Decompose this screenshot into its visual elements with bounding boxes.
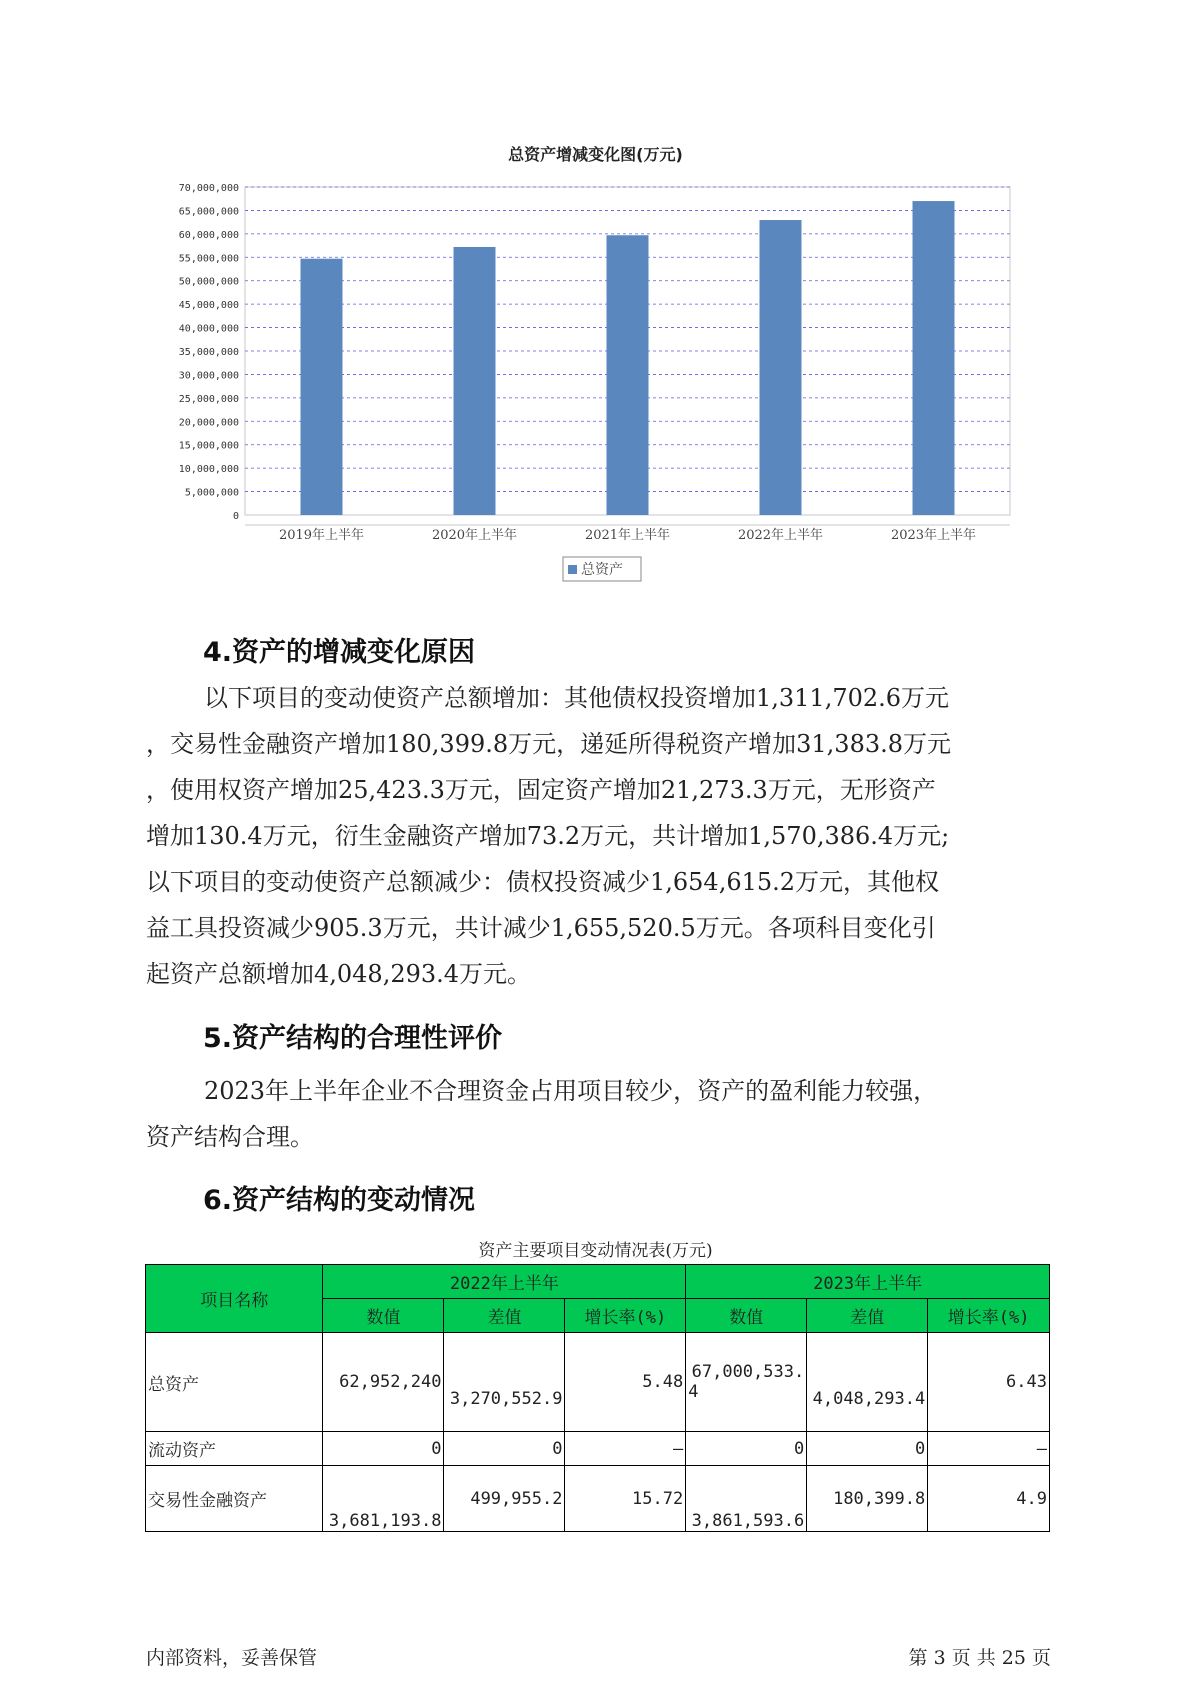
cell-diff-2023: 4,048,293.4	[807, 1333, 928, 1432]
cell-value-2023	[686, 1333, 807, 1432]
row-name: 交易性金融资产	[146, 1466, 323, 1532]
text-line: 益工具投资减少905.3万元，共计减少1,655,520.5万元。各项科目变化引	[146, 914, 936, 942]
text-line: 增加130.4万元，衍生金融资产增加73.2万元，共计增加1,570,386.4万元;	[146, 822, 950, 850]
legend-label: 总资产	[581, 562, 623, 578]
x-tick-label: 2019年上半年	[278, 528, 365, 543]
paragraph-asset-change-reasons	[146, 675, 1056, 997]
x-tick-label: 2020年上半年	[431, 528, 518, 543]
cell-value-2022: 3,681,193.8	[323, 1466, 444, 1532]
header-item-name: 项目名称	[146, 1265, 323, 1333]
table-row	[146, 1432, 1050, 1466]
asset-change-table	[145, 1264, 1050, 1532]
cell-rate-2023: –	[928, 1432, 1050, 1466]
cell-rate-2023: 6.43	[928, 1333, 1050, 1432]
cell-rate-2023: 4.9	[928, 1466, 1050, 1532]
cell-diff-2023: 0	[807, 1432, 928, 1466]
bar	[454, 247, 496, 515]
x-tick-label: 2022年上半年	[737, 528, 824, 543]
y-tick-label: 45,000,000	[178, 300, 239, 312]
footer-confidential-note: 内部资料，妥善保管	[146, 1647, 318, 1669]
y-tick-label: 40,000,000	[178, 323, 239, 335]
header-diff: 差值	[444, 1299, 565, 1333]
header-rate: 增长率(%)	[565, 1299, 686, 1333]
y-tick-label: 25,000,000	[178, 393, 239, 405]
cell-value-2022: 0	[323, 1432, 444, 1466]
header-rate: 增长率(%)	[928, 1299, 1050, 1333]
y-tick-label: 50,000,000	[178, 276, 239, 288]
x-tick-label: 2023年上半年	[890, 528, 977, 543]
cell-value-2023: 0	[686, 1432, 807, 1466]
y-tick-label: 0	[232, 511, 239, 522]
y-tick-label: 5,000,000	[184, 487, 239, 499]
cell-value-2022: 62,952,240	[323, 1333, 444, 1432]
cell-diff-2022: 499,955.2	[444, 1466, 565, 1532]
header-period-2023: 2023年上半年	[686, 1265, 1050, 1299]
cell-rate-2022: –	[565, 1432, 686, 1466]
header-period-2022: 2022年上半年	[323, 1265, 686, 1299]
row-name: 流动资产	[146, 1432, 323, 1466]
heading-section-6: 6.资产结构的变动情况	[203, 1185, 476, 1216]
y-tick-label: 70,000,000	[178, 183, 239, 194]
cell-rate-2022: 15.72	[565, 1466, 686, 1532]
y-tick-label: 55,000,000	[178, 253, 239, 265]
text-line: 以下项目的变动使资产总额增加：其他债权投资增加1,311,702.6万元	[204, 684, 950, 712]
bar	[760, 220, 802, 515]
cell-value-2023-line2: 4	[688, 1382, 699, 1402]
header-value: 数值	[323, 1299, 444, 1333]
heading-section-4: 4.资产的增减变化原因	[203, 637, 476, 668]
text-line: ，交易性金融资产增加180,399.8万元，递延所得税资产增加31,383.8万元	[146, 730, 952, 758]
footer-page-number: 第 3 页 共 25 页	[908, 1647, 1051, 1669]
bar	[607, 235, 649, 515]
y-tick-label: 65,000,000	[178, 206, 239, 218]
x-tick-label: 2021年上半年	[584, 528, 671, 543]
cell-value-2023: 3,861,593.6	[686, 1466, 807, 1532]
paragraph-structure-evaluation	[146, 1068, 1056, 1160]
y-tick-label: 30,000,000	[178, 370, 239, 382]
cell-diff-2023: 180,399.8	[807, 1466, 928, 1532]
text-line: 以下项目的变动使资产总额减少：债权投资减少1,654,615.2万元，其他权	[146, 868, 940, 896]
text-line: 2023年上半年企业不合理资金占用项目较少，资产的盈利能力较强，	[204, 1077, 938, 1105]
bar	[301, 259, 343, 515]
table-row	[146, 1466, 1050, 1532]
bar-chart	[0, 160, 1191, 590]
cell-value-2023-line1: 67,000,533.	[691, 1362, 805, 1382]
y-tick-label: 20,000,000	[178, 417, 239, 429]
y-tick-label: 60,000,000	[178, 229, 239, 241]
chart-title: 总资产增减变化图(万元)	[508, 145, 683, 164]
y-tick-label: 15,000,000	[178, 440, 239, 452]
text-line: 资产结构合理。	[146, 1123, 314, 1151]
header-value: 数值	[686, 1299, 807, 1333]
legend-swatch	[568, 565, 577, 574]
bar	[913, 201, 955, 515]
cell-rate-2022: 5.48	[565, 1333, 686, 1432]
text-line: 起资产总额增加4,048,293.4万元。	[146, 960, 532, 988]
text-line: ，使用权资产增加25,423.3万元，固定资产增加21,273.3万元，无形资产	[146, 776, 936, 804]
cell-diff-2022: 3,270,552.9	[444, 1333, 565, 1432]
y-tick-label: 10,000,000	[178, 464, 239, 476]
row-name: 总资产	[146, 1333, 323, 1432]
table-row	[146, 1333, 1050, 1432]
table-caption: 资产主要项目变动情况表(万元)	[478, 1241, 713, 1261]
y-tick-label: 35,000,000	[178, 347, 239, 358]
cell-diff-2022: 0	[444, 1432, 565, 1466]
header-diff: 差值	[807, 1299, 928, 1333]
heading-section-5: 5.资产结构的合理性评价	[203, 1023, 503, 1054]
